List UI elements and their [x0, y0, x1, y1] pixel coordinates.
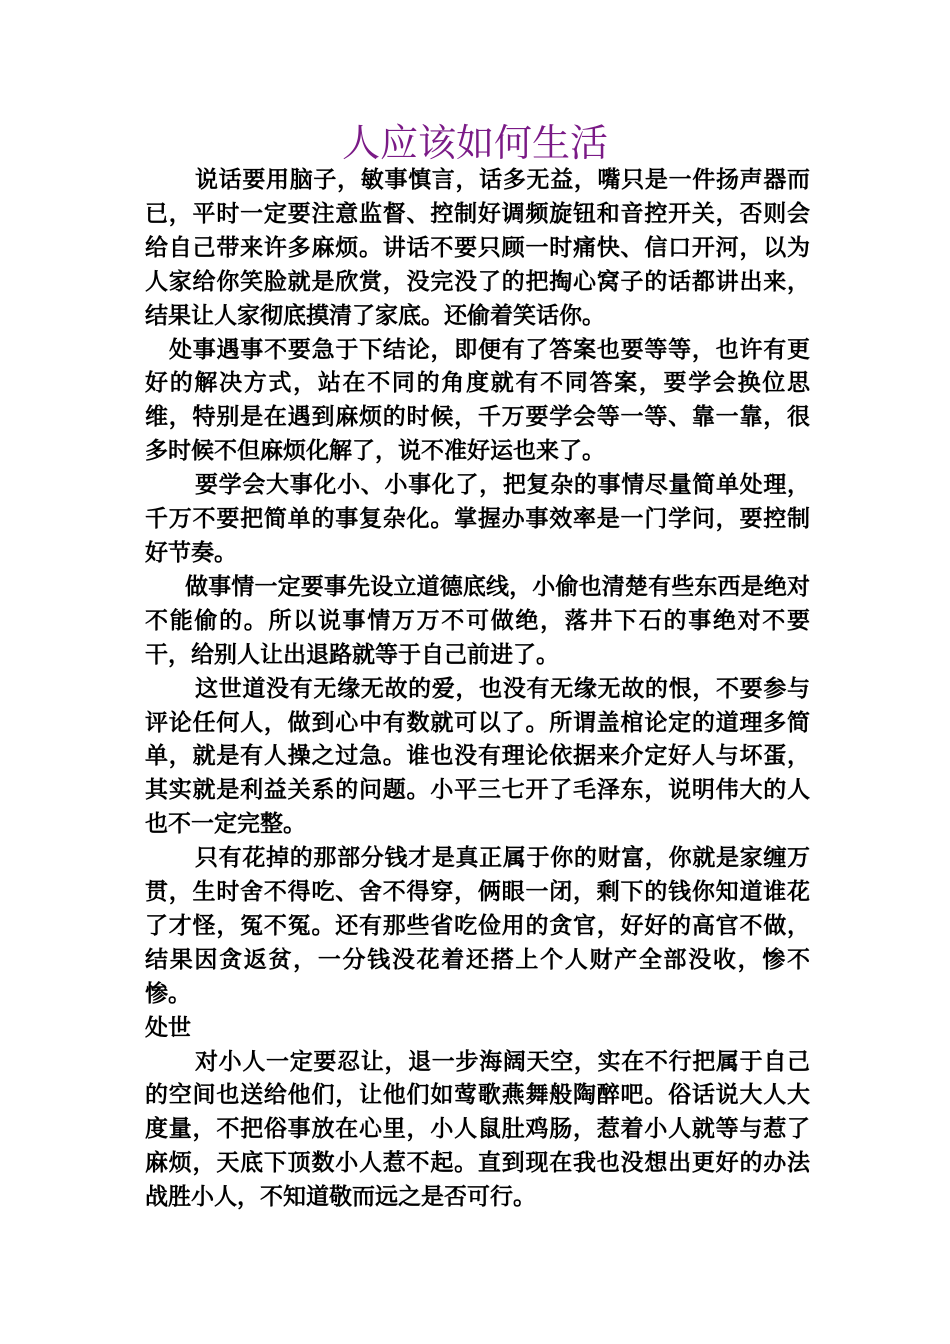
- paragraph-money: 只有花掉的那部分钱才是真正属于你的财富，你就是家缠万贯，生时舍不得吃、舍不得穿，俩眼一闭，剩下的钱你知道谁花了才怪，冤不冤。还有那些省吃俭用的贪官，好好的高官不做，结果因贪返贫，一分钱没花着还搭上个人财产全部没收，惨不惨。: [145, 845, 810, 1007]
- document-body: [145, 164, 810, 1215]
- paragraph-petty-people: 对小人一定要忍让，退一步海阔天空，实在不行把属于自己的空间也送给他们，让他们如莺歌燕舞般陶醉吧。俗话说大人大度量，不把俗事放在心里，小人鼠肚鸡肠，惹着小人就等与惹了麻烦，天底下顶数小人惹不起。直到现在我也没想出更好的办法战胜小人，不知道敬而远之是否可行。: [145, 1048, 810, 1211]
- section-heading-conduct: 处世: [145, 1014, 191, 1041]
- paragraph-speech: 说话要用脑子，敏事慎言，话多无益，嘴只是一件扬声器而已，平时一定要注意监督、控制好调频旋钮和音控开关，否则会给自己带来许多麻烦。讲话不要只顾一时痛快、信口开河，以为人家给你笑脸就是欣赏，没完没了的把掏心窝子的话都讲出来，结果让人家彻底摸清了家底。还偷着笑话你。: [145, 167, 810, 329]
- paragraph-handling-matters: 处事遇事不要急于下结论，即便有了答案也要等等，也许有更好的解决方式，站在不同的角度就有不同答案，要学会换位思维，特别是在遇到麻烦的时候，千万要学会等一等、靠一靠，很多时候不但麻烦化解了，说不准好运也来了。: [145, 336, 810, 465]
- paragraph-no-reason: 这世道没有无缘无故的爱，也没有无缘无故的恨，不要参与评论任何人，做到心中有数就可以了。所谓盖棺论定的道理多简单，就是有人操之过急。谁也没有理论依据来介定好人与坏蛋，其实就是利益关系的问题。小平三七开了毛泽东，说明伟大的人也不一定完整。: [145, 675, 810, 838]
- paragraph-simplify: 要学会大事化小、小事化了，把复杂的事情尽量简单处理，千万不要把简单的事复杂化。掌握办事效率是一门学问，要控制好节奏。: [145, 472, 810, 566]
- document-title: 人应该如何生活: [341, 121, 608, 165]
- paragraph-moral-bottom-line: 做事情一定要事先设立道德底线，小偷也清楚有些东西是绝对不能偷的。所以说事情万万不可做绝，落井下石的事绝对不要干，给别人让出退路就等于自己前进了。: [145, 573, 810, 668]
